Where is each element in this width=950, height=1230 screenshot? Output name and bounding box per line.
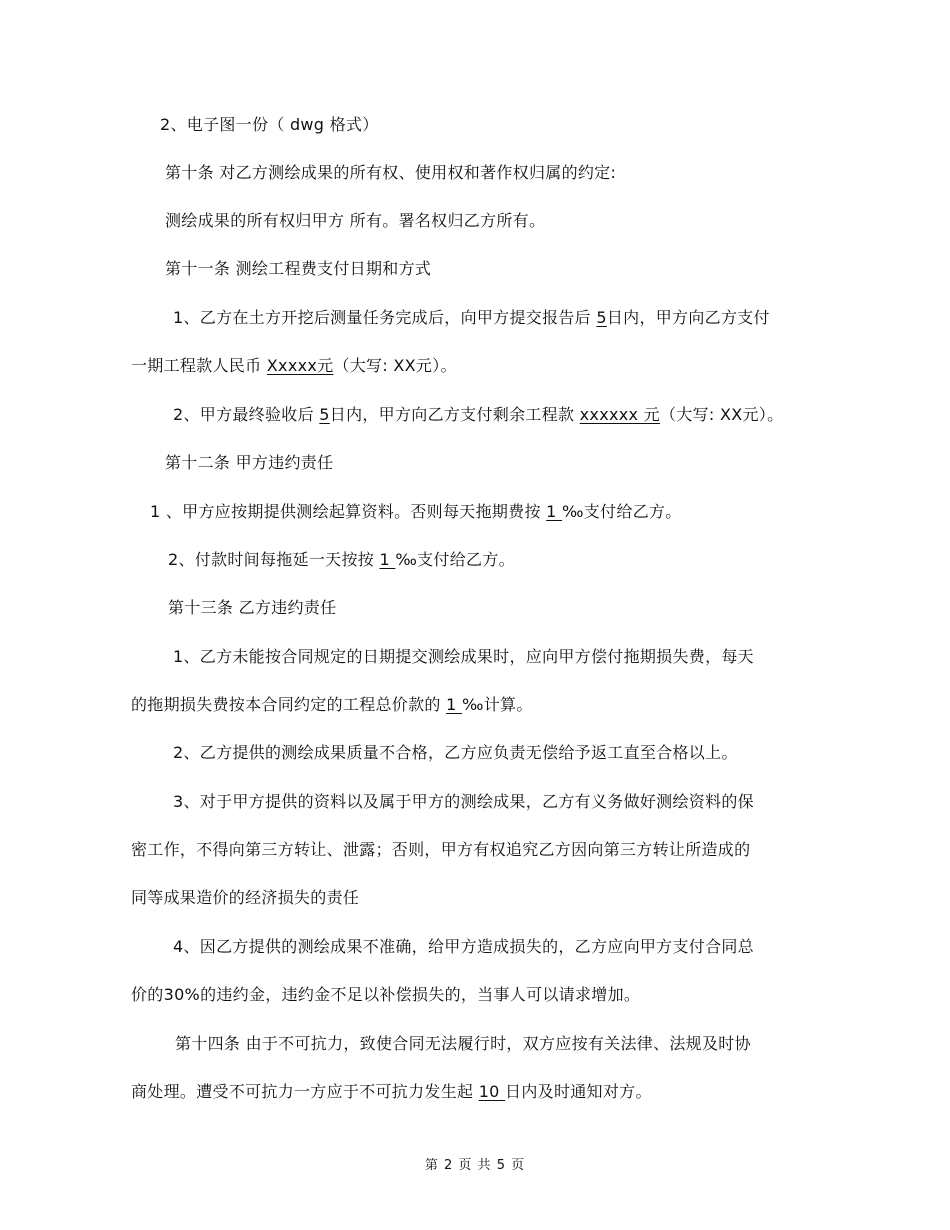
line-19: 价的30%的违约金，违约金不足以补偿损失的，当事人可以请求增加。 bbox=[131, 985, 641, 1004]
line-21: 商处理。遭受不可抗力一方应于不可抗力发生起 10 日内及时通知对方。 bbox=[131, 1082, 652, 1101]
line-6: 一期工程款人民币 Xxxxx元（大写: XX元）。 bbox=[131, 356, 457, 375]
line-17: 同等成果造价的经济损失的责任 bbox=[131, 888, 360, 907]
line-11: 第十三条 乙方违约责任 bbox=[168, 598, 337, 617]
line-2: 第十条 对乙方测绘成果的所有权、使用权和著作权归属的约定: bbox=[165, 163, 617, 182]
line-15: 3、对于甲方提供的资料以及属于甲方的测绘成果，乙方有义务做好测绘资料的保 bbox=[173, 792, 754, 811]
line-5: 1、乙方在土方开挖后测量任务完成后，向甲方提交报告后 5日内，甲方向乙方支付 bbox=[173, 308, 770, 327]
line-14: 2、乙方提供的测绘成果质量不合格，乙方应负责无偿给予返工直至合格以上。 bbox=[173, 743, 738, 762]
line-9: 1 、甲方应按期提供测绘起算资料。否则每天拖期费按 1 ‰支付给乙方。 bbox=[150, 502, 682, 521]
line-18: 4、因乙方提供的测绘成果不准确，给甲方造成损失的，乙方应向甲方支付合同总 bbox=[173, 937, 754, 956]
line-4: 第十一条 测绘工程费支付日期和方式 bbox=[165, 259, 432, 278]
line-16: 密工作，不得向第三方转让、泄露；否则，甲方有权追究乙方因向第三方转让所造成的 bbox=[131, 840, 751, 859]
line-12: 1、乙方未能按合同规定的日期提交测绘成果时，应向甲方偿付拖期损失费，每天 bbox=[173, 647, 754, 666]
line-8: 第十二条 甲方违约责任 bbox=[165, 453, 334, 472]
line-13: 的拖期损失费按本合同约定的工程总价款的 1 ‰计算。 bbox=[131, 695, 533, 714]
line-10: 2、付款时间每拖延一天按按 1 ‰支付给乙方。 bbox=[168, 550, 515, 569]
line-7: 2、甲方最终验收后 5日内，甲方向乙方支付剩余工程款 xxxxxx 元（大写: XX元）。 bbox=[173, 405, 784, 424]
page-number: 第 2 页 共 5 页 bbox=[424, 1158, 526, 1173]
line-20: 第十四条 由于不可抗力，致使合同无法履行时，双方应按有关法律、法规及时协 bbox=[175, 1034, 751, 1053]
line-1: 2、电子图一份（ dwg 格式） bbox=[160, 115, 379, 134]
line-3: 测绘成果的所有权归甲方 所有。署名权归乙方所有。 bbox=[165, 211, 546, 230]
